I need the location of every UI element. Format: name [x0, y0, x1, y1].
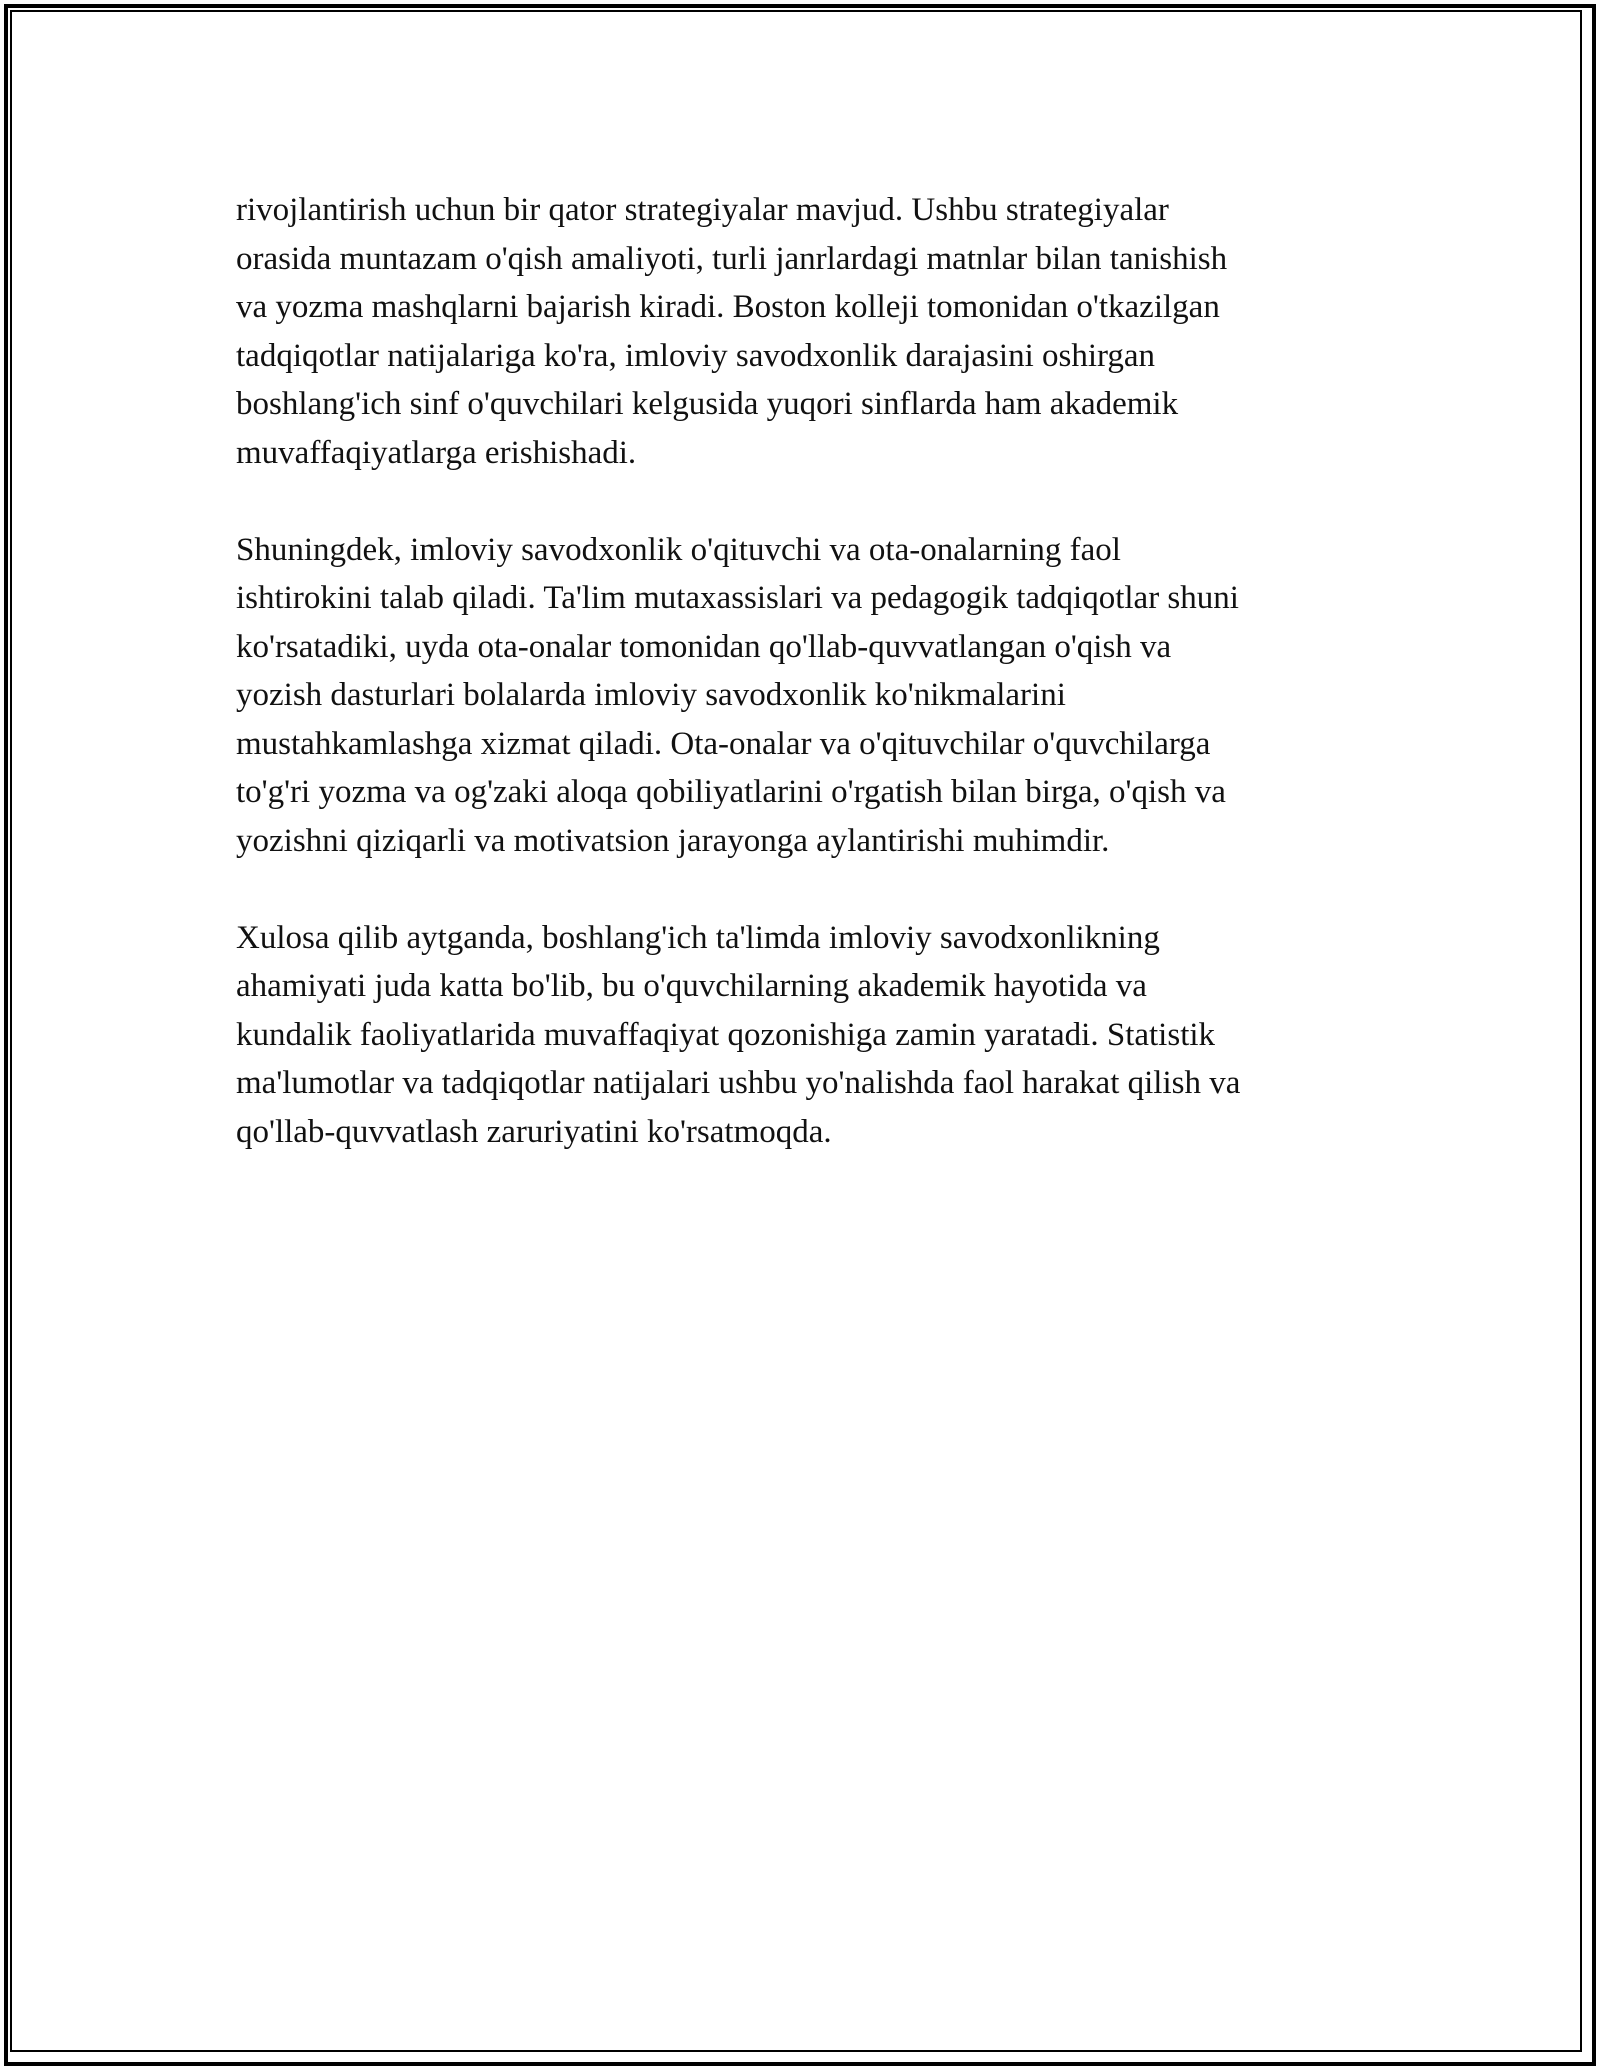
- paragraph-line: muvaffaqiyatlarga erishishadi.: [236, 434, 637, 471]
- paragraph-2: [236, 526, 1366, 866]
- paragraph-line: ma'lumotlar va tadqiqotlar natijalari ushbu yo'nalishda faol harakat qilish va: [236, 1065, 1241, 1101]
- paragraph-line: va yozma mashqlarni bajarish kiradi. Boston kolleji tomonidan o'tkazilgan: [236, 289, 1220, 325]
- paragraph-line: kundalik faoliyatlarida muvaffaqiyat qozonishiga zamin yaratadi. Statistik: [236, 1016, 1216, 1053]
- paragraph-line: tadqiqotlar natijalariga ko'ra, imloviy savodxonlik darajasini oshirgan: [236, 337, 1156, 374]
- paragraph-line: yozish dasturlari bolalarda imloviy savodxonlik ko'nikmalarini: [236, 677, 1066, 713]
- paragraph-line: ishtirokini talab qiladi. Ta'lim mutaxassislari va pedagogik tadqiqotlar shuni: [236, 580, 1239, 616]
- paragraph-line: qo'llab-quvvatlash zaruriyatini ko'rsatmoqda.: [236, 1113, 832, 1150]
- paragraph-line: ko'rsatadiki, uyda ota-onalar tomonidan qo'llab-quvvatlangan o'qish va: [236, 628, 1172, 665]
- paragraph-line: boshlang'ich sinf o'quvchilari kelgusida yuqori sinflarda ham akademik: [236, 386, 1179, 422]
- paragraph-1: [236, 186, 1366, 477]
- paragraph-line: ahamiyati juda katta bo'lib, bu o'quvchilarning akademik hayotida va: [236, 968, 1147, 1004]
- paragraph-line: Xulosa qilib aytganda, boshlang'ich ta'limda imloviy savodxonlikning: [236, 919, 1160, 956]
- paragraph-line: orasida muntazam o'qish amaliyoti, turli janrlardagi matnlar bilan tanishish: [236, 240, 1228, 277]
- document-body: [236, 186, 1366, 1205]
- paragraph-line: mustahkamlashga xizmat qiladi. Ota-onalar va o'qituvchilar o'quvchilarga: [236, 725, 1211, 762]
- paragraph-line: to'g'ri yozma va og'zaki aloqa qobiliyatlarini o'rgatish bilan birga, o'qish va: [236, 774, 1226, 810]
- paragraph-3: [236, 914, 1366, 1157]
- paragraph-line: rivojlantirish uchun bir qator strategiyalar mavjud. Ushbu strategiyalar: [236, 192, 1169, 228]
- paragraph-line: Shuningdek, imloviy savodxonlik o'qituvchi va ota-onalarning faol: [236, 531, 1121, 568]
- paragraph-line: yozishni qiziqarli va motivatsion jarayonga aylantirishi muhimdir.: [236, 822, 1110, 859]
